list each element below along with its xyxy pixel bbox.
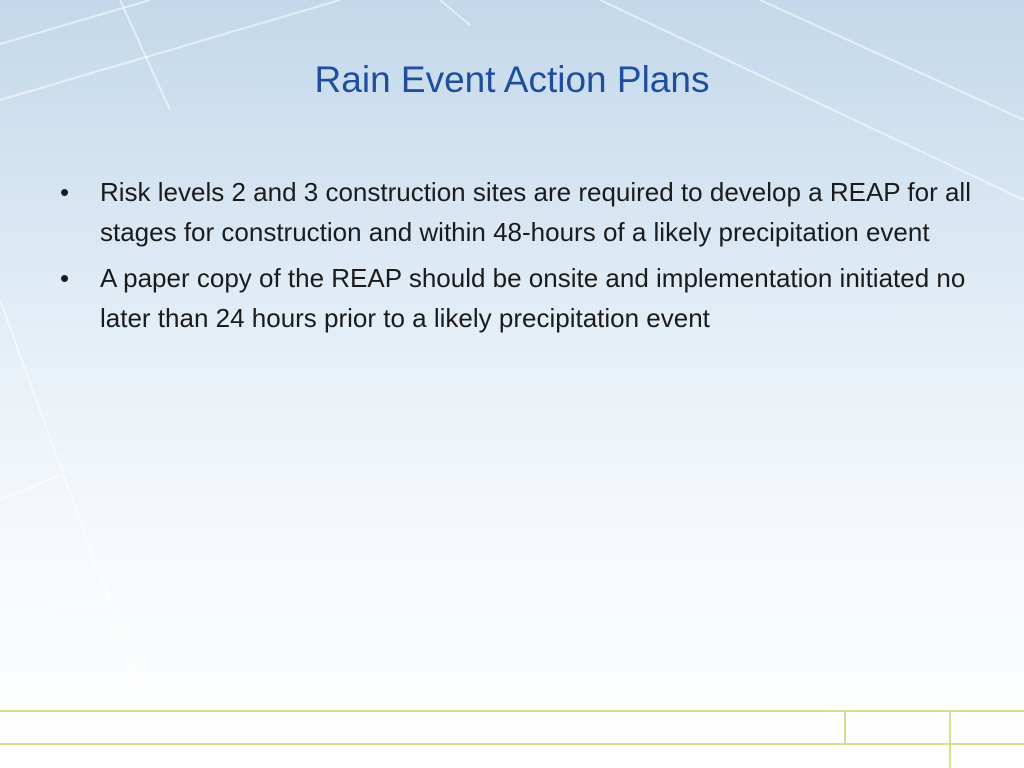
bullet-text: Risk levels 2 and 3 construction sites are required to develop a REAP for all stages for construction and within 48-hours of a likely precipitation event <box>100 177 971 247</box>
slide-title: Rain Event Action Plans <box>314 59 710 100</box>
bullet-icon: • <box>60 263 70 293</box>
bullet-icon: • <box>60 177 70 207</box>
bullet-text: A paper copy of the REAP should be onsite and implementation initiated no later than 24 hours prior to a likely precipitation event <box>100 263 966 333</box>
